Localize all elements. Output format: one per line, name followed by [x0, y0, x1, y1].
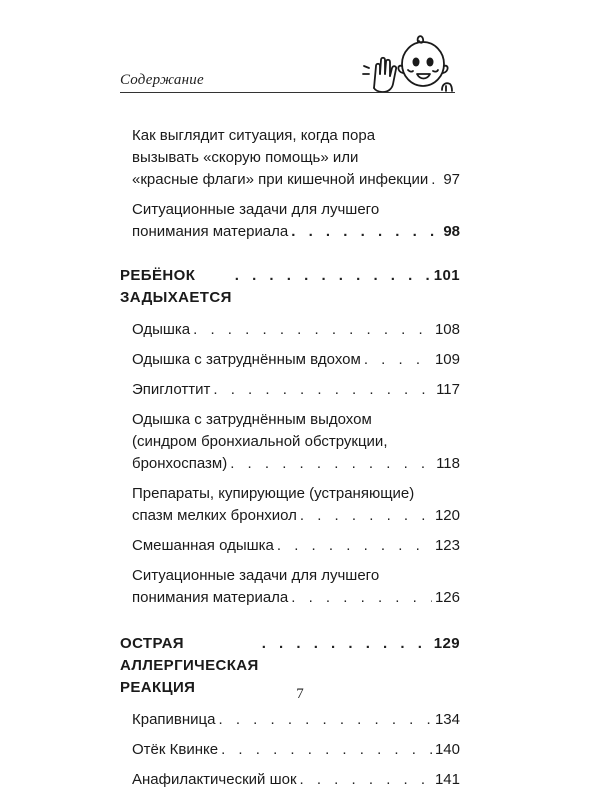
toc-entry-tasks-2[interactable]	[120, 565, 460, 609]
toc-page-number: 108	[434, 321, 460, 338]
toc-entry-line: Одышка с затруднённым вдохом	[132, 351, 361, 368]
toc-entry-line: (синдром бронхиальной обструкции,	[132, 433, 388, 450]
chapter-title: РЕБЁНОК ЗАДЫХАЕТСЯ	[120, 267, 232, 306]
header-rule	[120, 92, 455, 93]
toc-page-number: 120	[434, 507, 460, 524]
toc-page-number: 134	[434, 711, 460, 728]
toc-entry-line: Препараты, купирующие (устраняющие)	[132, 485, 415, 502]
toc-entry-line: понимания материала	[132, 223, 289, 240]
toc-entry-line: Крапивница	[132, 711, 216, 728]
toc-entry-urticaria[interactable]	[120, 709, 460, 731]
toc-entry-line: Эпиглоттит	[132, 381, 211, 398]
toc-entry-expiratory-dyspnea[interactable]	[120, 409, 460, 475]
dot-leader	[213, 379, 433, 401]
toc-page-number: 109	[434, 351, 460, 368]
toc-entry-tasks-1[interactable]	[120, 199, 460, 243]
waving-baby-icon	[360, 22, 460, 102]
toc-entry-dyspnea[interactable]	[120, 319, 460, 341]
toc-entry-quincke-edema[interactable]	[120, 739, 460, 761]
running-head: Содержание	[120, 72, 204, 88]
toc-chapter-child-breathless[interactable]	[120, 265, 460, 309]
toc-entry-line: Ситуационные задачи для лучшего	[132, 567, 380, 584]
toc-entry-line: «красные флаги» при кишечной инфекции	[132, 171, 429, 188]
toc-entry-when-to-call[interactable]	[120, 125, 460, 191]
toc-entry-inspiratory-dyspnea[interactable]	[120, 349, 460, 371]
toc-entry-line: Отёк Квинке	[132, 741, 219, 758]
dot-leader	[291, 587, 432, 609]
dot-leader	[262, 633, 431, 655]
dot-leader	[431, 169, 440, 191]
dot-leader	[277, 535, 432, 557]
toc-page-number: 141	[434, 771, 460, 788]
dot-leader	[291, 221, 440, 243]
page-number: 7	[296, 686, 304, 702]
toc-entry-line: спазм мелких бронхиол	[132, 507, 297, 524]
toc-entry-bronchospasm-drugs[interactable]	[120, 483, 460, 527]
dot-leader	[364, 349, 432, 371]
toc-entry-line: Анафилактический шок	[132, 771, 297, 788]
toc-page-number: 97	[443, 171, 460, 188]
dot-leader	[221, 739, 432, 761]
toc-page-number: 98	[443, 223, 460, 240]
toc-entry-line: Как выглядит ситуация, когда пора	[132, 127, 376, 144]
toc-entry-line: Одышка	[132, 321, 191, 338]
chapter-title: ОСТРАЯ АЛЛЕРГИЧЕСКАЯ РЕАКЦИЯ	[120, 635, 259, 696]
toc-entry-anaphylactic-shock[interactable]	[120, 769, 460, 791]
toc-page-number: 117	[436, 381, 460, 398]
dot-leader	[300, 769, 432, 791]
toc-entry-epiglottitis[interactable]	[120, 379, 460, 401]
toc-entry-line: Ситуационные задачи для лучшего	[132, 201, 380, 218]
toc-page-number: 118	[436, 455, 460, 472]
dot-leader	[230, 453, 433, 475]
toc-entry-line: понимания материала	[132, 589, 289, 606]
toc-page-number: 140	[434, 741, 460, 758]
toc-page-number: 101	[433, 267, 460, 284]
toc-entry-line: бронхоспазм)	[132, 455, 228, 472]
toc-entry-line: вызывать «скорую помощь» или	[132, 149, 359, 166]
dot-leader	[235, 265, 431, 287]
dot-leader	[193, 319, 432, 341]
toc-page-number: 126	[434, 589, 460, 606]
toc-page-number: 123	[434, 537, 460, 554]
dot-leader	[300, 505, 432, 527]
dot-leader	[219, 709, 432, 731]
toc-entry-line: Одышка с затруднённым выдохом	[132, 411, 372, 428]
toc-page-number: 129	[433, 635, 460, 652]
toc-entry-mixed-dyspnea[interactable]	[120, 535, 460, 557]
toc-entry-line: Смешанная одышка	[132, 537, 274, 554]
